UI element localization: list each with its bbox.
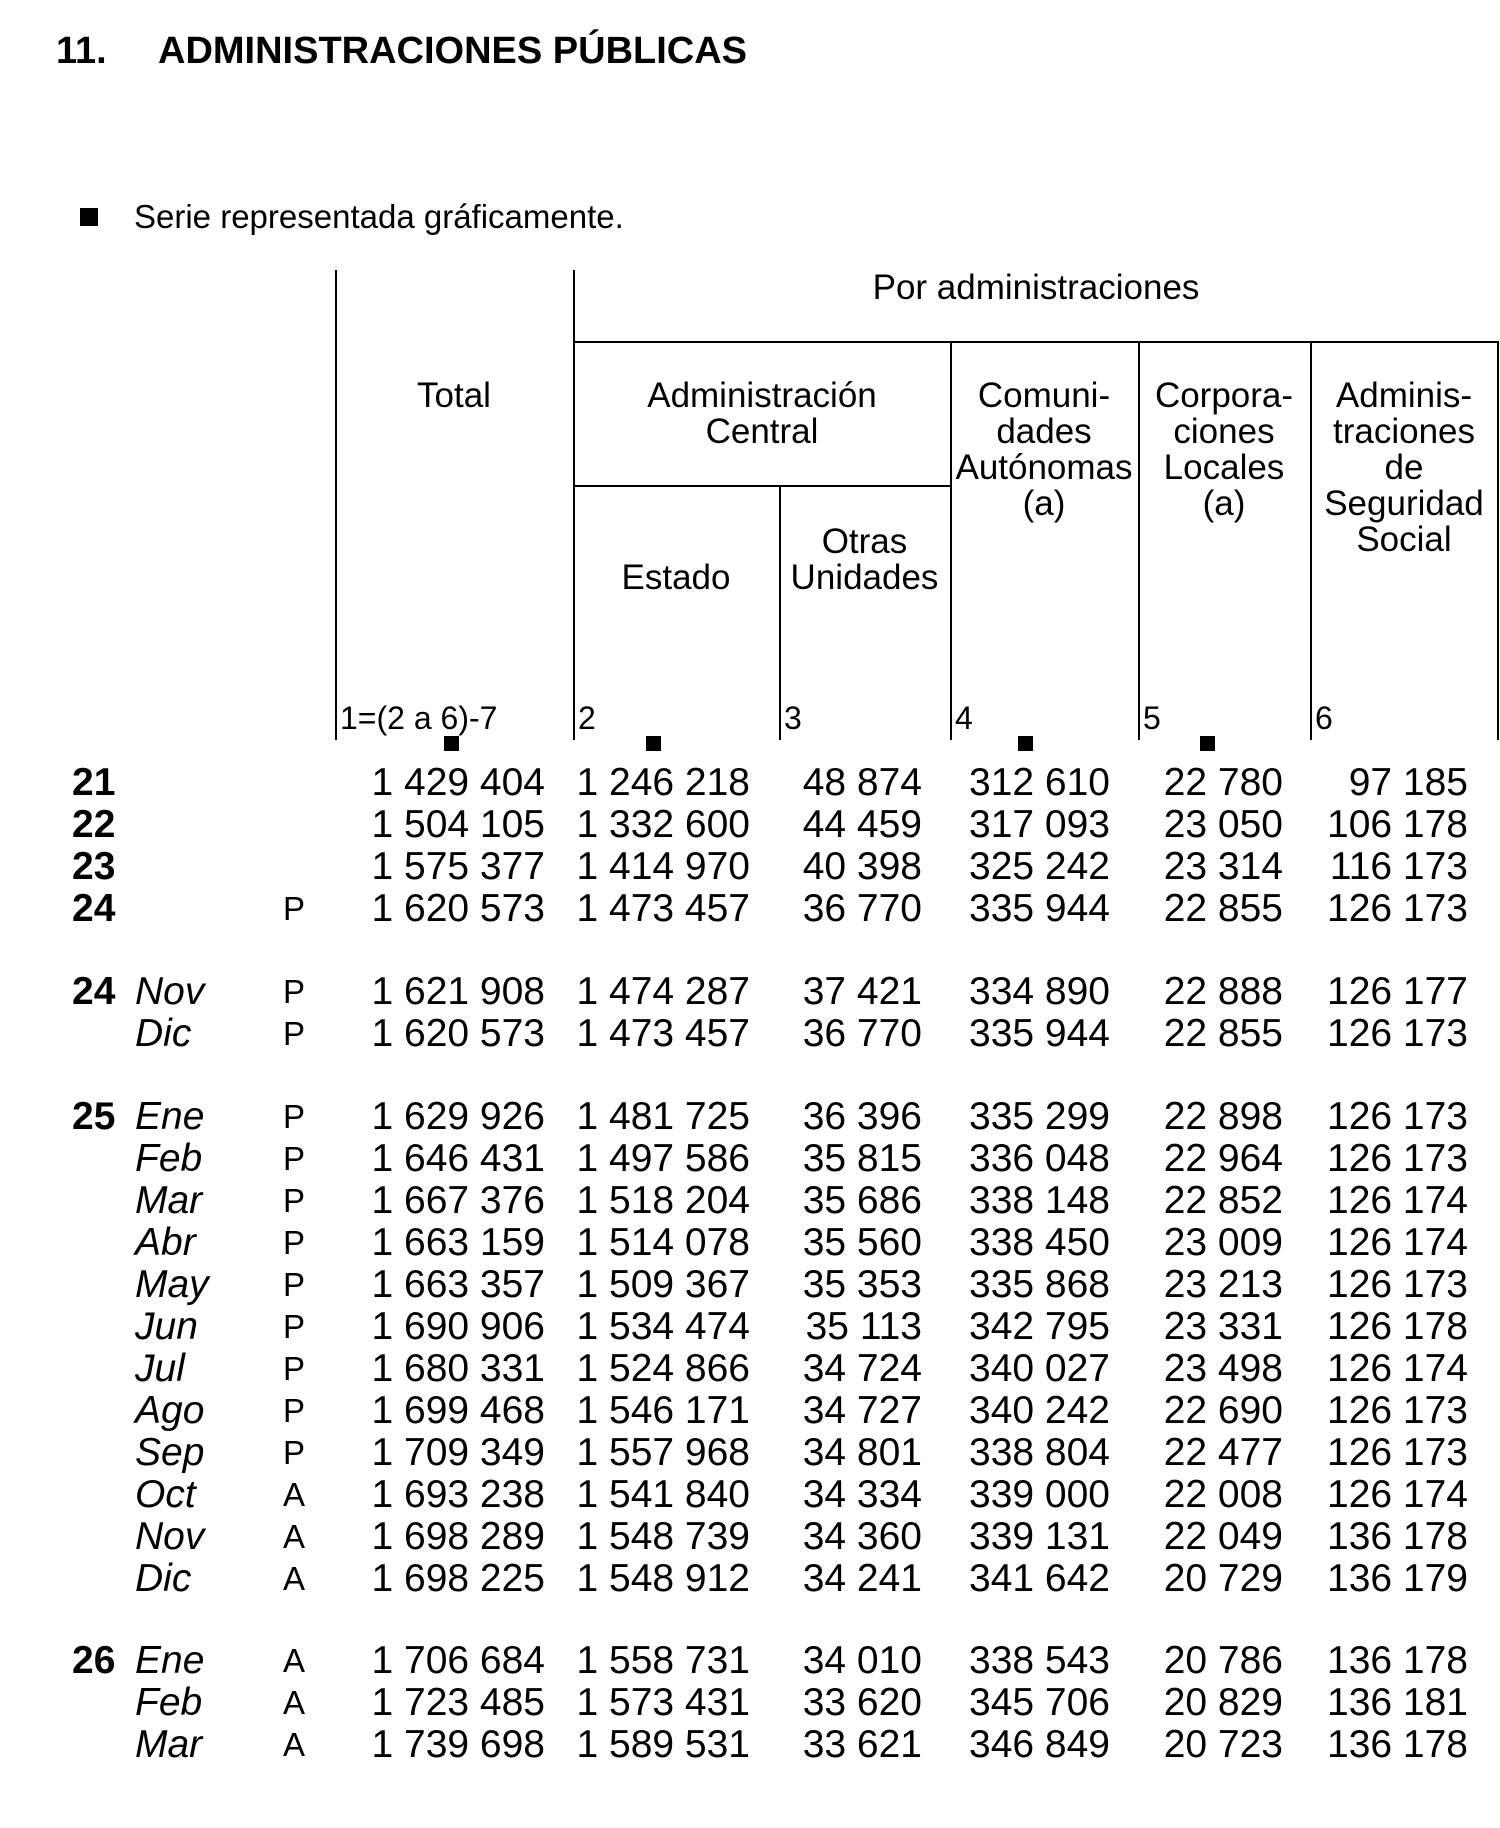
cell-col-3: 44 459 — [802, 803, 922, 846]
cell-col-3: 34 360 — [802, 1515, 922, 1558]
cell-col-4: 335 944 — [969, 1012, 1110, 1055]
cell-col-1: 1 504 105 — [371, 803, 545, 846]
cell-col-1: 1 680 331 — [371, 1347, 545, 1390]
header-cl-line4: (a) — [1202, 484, 1246, 523]
cell-col-4: 339 000 — [969, 1473, 1110, 1516]
cell-col-3: 33 621 — [802, 1723, 922, 1766]
header-ss-line3: de — [1384, 448, 1424, 487]
header-ss-line5: Social — [1356, 520, 1452, 559]
cell-col-3: 34 334 — [802, 1473, 922, 1516]
header-otras — [779, 524, 950, 596]
cell-col-2: 1 557 968 — [576, 1431, 750, 1474]
cell-col-3: 34 241 — [802, 1557, 922, 1600]
row-status-flag: P — [283, 1308, 306, 1345]
page-title — [56, 30, 747, 73]
cell-col-4: 338 543 — [969, 1639, 1110, 1682]
cell-col-6: 136 181 — [1327, 1681, 1468, 1724]
cell-col-5: 22 690 — [1163, 1389, 1283, 1432]
graph-series-marker-icon — [1018, 736, 1033, 751]
cell-col-1: 1 723 485 — [371, 1681, 545, 1724]
cell-col-6: 126 173 — [1327, 1263, 1468, 1306]
row-month: Ene — [135, 1639, 205, 1682]
cell-col-1: 1 663 357 — [371, 1263, 545, 1306]
cell-col-5: 23 009 — [1163, 1221, 1283, 1264]
cell-col-3: 37 421 — [802, 970, 922, 1013]
header-cl-line1: Corpora- — [1154, 376, 1294, 415]
table-row — [0, 762, 1500, 804]
cell-col-3: 33 620 — [802, 1681, 922, 1724]
cell-col-5: 20 786 — [1163, 1639, 1283, 1682]
cell-col-1: 1 663 159 — [371, 1221, 545, 1264]
table-row — [0, 1390, 1500, 1432]
row-status-flag: P — [283, 1015, 306, 1052]
row-status-flag: P — [283, 1140, 306, 1177]
row-month: Nov — [135, 1515, 205, 1558]
row-month: Feb — [135, 1681, 203, 1724]
cell-col-2: 1 514 078 — [576, 1221, 750, 1264]
cell-col-3: 36 396 — [802, 1095, 922, 1138]
cell-col-6: 126 173 — [1327, 1137, 1468, 1180]
row-month: Feb — [135, 1137, 203, 1180]
row-month: Jun — [135, 1305, 198, 1348]
row-month: Dic — [135, 1557, 192, 1600]
cell-col-2: 1 518 204 — [576, 1179, 750, 1222]
cell-col-1: 1 646 431 — [371, 1137, 545, 1180]
cell-col-2: 1 534 474 — [576, 1305, 750, 1348]
table-row — [0, 1096, 1500, 1138]
table-row — [0, 1264, 1500, 1306]
header-estado-label: Estado — [621, 558, 731, 597]
cell-col-2: 1 332 600 — [576, 803, 750, 846]
header-central-line2: Central — [705, 412, 819, 451]
column-number-3: 3 — [784, 700, 802, 736]
cell-col-2: 1 481 725 — [576, 1095, 750, 1138]
cell-col-1: 1 575 377 — [371, 845, 545, 888]
cell-col-5: 20 729 — [1163, 1557, 1283, 1600]
row-year: 21 — [72, 761, 116, 804]
cell-col-2: 1 497 586 — [576, 1137, 750, 1180]
cell-col-1: 1 739 698 — [371, 1723, 545, 1766]
cell-col-1: 1 620 573 — [371, 1012, 545, 1055]
header-central — [573, 378, 951, 450]
cell-col-4: 336 048 — [969, 1137, 1110, 1180]
header-ca — [950, 378, 1138, 522]
black-square-icon — [80, 208, 98, 226]
cell-col-2: 1 473 457 — [576, 1012, 750, 1055]
cell-col-6: 126 177 — [1327, 970, 1468, 1013]
row-status-flag: A — [283, 1476, 306, 1513]
cell-col-5: 22 008 — [1163, 1473, 1283, 1516]
header-ss-line2: traciones — [1332, 412, 1476, 451]
section-number: 11. — [56, 30, 107, 72]
cell-col-3: 36 770 — [802, 887, 922, 930]
row-month: Oct — [135, 1473, 196, 1516]
row-status-flag: A — [283, 1642, 306, 1679]
header-ss-line4: Seguridad — [1324, 484, 1484, 523]
cell-col-4: 345 706 — [969, 1681, 1110, 1724]
cell-col-5: 22 780 — [1163, 761, 1283, 804]
header-total — [335, 378, 573, 414]
row-status-flag: A — [283, 1518, 306, 1555]
header-group-label: Por administraciones — [872, 268, 1200, 307]
cell-col-4: 335 868 — [969, 1263, 1110, 1306]
row-month: Mar — [135, 1723, 203, 1766]
cell-col-2: 1 414 970 — [576, 845, 750, 888]
table-row — [0, 846, 1500, 888]
column-number-4: 4 — [955, 700, 973, 736]
cell-col-1: 1 706 684 — [371, 1639, 545, 1682]
cell-col-5: 23 498 — [1163, 1347, 1283, 1390]
cell-col-6: 136 178 — [1327, 1515, 1468, 1558]
rule-group — [573, 341, 1499, 343]
column-number-5: 5 — [1143, 700, 1161, 736]
header-otras-line1: Otras — [821, 522, 908, 561]
table-row — [0, 888, 1500, 930]
cell-col-1: 1 620 573 — [371, 887, 545, 930]
header-otras-line2: Unidades — [790, 558, 939, 597]
rule-left-total — [335, 270, 337, 740]
cell-col-4: 340 027 — [969, 1347, 1110, 1390]
rule-central — [573, 485, 951, 487]
row-status-flag: P — [283, 973, 306, 1010]
table-row — [0, 1348, 1500, 1390]
row-month: Abr — [135, 1221, 196, 1264]
cell-col-2: 1 509 367 — [576, 1263, 750, 1306]
cell-col-6: 136 178 — [1327, 1723, 1468, 1766]
cell-col-6: 126 173 — [1327, 1389, 1468, 1432]
table-row — [0, 1306, 1500, 1348]
header-ca-line1: Comuni- — [977, 376, 1111, 415]
header-ca-line3: Autónomas — [955, 448, 1133, 487]
cell-col-5: 20 829 — [1163, 1681, 1283, 1724]
cell-col-6: 126 174 — [1327, 1179, 1468, 1222]
cell-col-3: 36 770 — [802, 1012, 922, 1055]
row-status-flag: P — [283, 1434, 306, 1471]
graph-series-marker-icon — [1200, 736, 1215, 751]
cell-col-5: 23 314 — [1163, 845, 1283, 888]
header-central-line1: Administración — [647, 376, 877, 415]
cell-col-2: 1 548 912 — [576, 1557, 750, 1600]
cell-col-2: 1 541 840 — [576, 1473, 750, 1516]
row-year: 22 — [72, 803, 116, 846]
table-row — [0, 1138, 1500, 1180]
table-row — [0, 1558, 1500, 1600]
cell-col-2: 1 524 866 — [576, 1347, 750, 1390]
cell-col-4: 325 242 — [969, 845, 1110, 888]
cell-col-1: 1 693 238 — [371, 1473, 545, 1516]
cell-col-6: 126 174 — [1327, 1347, 1468, 1390]
row-month: Dic — [135, 1012, 192, 1055]
graph-series-marker-icon — [646, 736, 661, 751]
cell-col-6: 126 174 — [1327, 1221, 1468, 1264]
cell-col-5: 22 898 — [1163, 1095, 1283, 1138]
header-estado — [573, 560, 779, 596]
cell-col-2: 1 558 731 — [576, 1639, 750, 1682]
table-row — [0, 1516, 1500, 1558]
cell-col-3: 48 874 — [802, 761, 922, 804]
table-row — [0, 1640, 1500, 1682]
table-row — [0, 1180, 1500, 1222]
row-year: 23 — [72, 845, 116, 888]
table-row — [0, 1013, 1500, 1055]
cell-col-4: 340 242 — [969, 1389, 1110, 1432]
cell-col-6: 126 174 — [1327, 1473, 1468, 1516]
cell-col-3: 35 815 — [802, 1137, 922, 1180]
cell-col-5: 23 213 — [1163, 1263, 1283, 1306]
cell-col-4: 335 299 — [969, 1095, 1110, 1138]
table-row — [0, 971, 1500, 1013]
row-year: 24 — [72, 970, 116, 1013]
cell-col-2: 1 573 431 — [576, 1681, 750, 1724]
cell-col-4: 317 093 — [969, 803, 1110, 846]
row-status-flag: A — [283, 1684, 306, 1721]
header-cl — [1138, 378, 1310, 522]
cell-col-5: 23 331 — [1163, 1305, 1283, 1348]
cell-col-2: 1 548 739 — [576, 1515, 750, 1558]
row-month: May — [135, 1263, 209, 1306]
cell-col-5: 23 050 — [1163, 803, 1283, 846]
header-cl-line2: ciones — [1173, 412, 1275, 451]
cell-col-5: 22 852 — [1163, 1179, 1283, 1222]
cell-col-5: 22 855 — [1163, 887, 1283, 930]
cell-col-3: 40 398 — [802, 845, 922, 888]
row-month: Ene — [135, 1095, 205, 1138]
row-month: Mar — [135, 1179, 203, 1222]
cell-col-3: 35 353 — [802, 1263, 922, 1306]
row-status-flag: P — [283, 1266, 306, 1303]
cell-col-3: 35 560 — [802, 1221, 922, 1264]
cell-col-4: 341 642 — [969, 1557, 1110, 1600]
row-year: 24 — [72, 887, 116, 930]
column-number-2: 2 — [578, 700, 596, 736]
table-row — [0, 1432, 1500, 1474]
cell-col-1: 1 429 404 — [371, 761, 545, 804]
cell-col-5: 22 049 — [1163, 1515, 1283, 1558]
cell-col-6: 106 178 — [1327, 803, 1468, 846]
row-status-flag: P — [283, 1224, 306, 1261]
cell-col-2: 1 473 457 — [576, 887, 750, 930]
cell-col-1: 1 698 225 — [371, 1557, 545, 1600]
header-ca-line4: (a) — [1022, 484, 1066, 523]
cell-col-3: 34 724 — [802, 1347, 922, 1390]
cell-col-3: 34 010 — [802, 1639, 922, 1682]
row-status-flag: P — [283, 1098, 306, 1135]
cell-col-5: 22 855 — [1163, 1012, 1283, 1055]
cell-col-4: 342 795 — [969, 1305, 1110, 1348]
cell-col-1: 1 698 289 — [371, 1515, 545, 1558]
cell-col-5: 22 964 — [1163, 1137, 1283, 1180]
cell-col-4: 338 450 — [969, 1221, 1110, 1264]
header-ca-line2: dades — [996, 412, 1092, 451]
cell-col-3: 34 801 — [802, 1431, 922, 1474]
cell-col-6: 126 178 — [1327, 1305, 1468, 1348]
cell-col-4: 339 131 — [969, 1515, 1110, 1558]
table-row — [0, 1474, 1500, 1516]
row-status-flag: A — [283, 1726, 306, 1763]
cell-col-2: 1 589 531 — [576, 1723, 750, 1766]
cell-col-4: 338 148 — [969, 1179, 1110, 1222]
cell-col-2: 1 246 218 — [576, 761, 750, 804]
cell-col-6: 126 173 — [1327, 1095, 1468, 1138]
cell-col-6: 116 173 — [1329, 845, 1468, 888]
cell-col-3: 34 727 — [802, 1389, 922, 1432]
column-number-1: 1=(2 a 6)-7 — [340, 700, 498, 736]
row-month: Ago — [135, 1389, 205, 1432]
cell-col-1: 1 629 926 — [371, 1095, 545, 1138]
cell-col-6: 136 179 — [1327, 1557, 1468, 1600]
cell-col-4: 334 890 — [969, 970, 1110, 1013]
row-month: Nov — [135, 970, 205, 1013]
table-row — [0, 804, 1500, 846]
section-title: ADMINISTRACIONES PÚBLICAS — [158, 30, 748, 72]
row-status-flag: P — [283, 1182, 306, 1219]
table-row — [0, 1222, 1500, 1264]
row-status-flag: P — [283, 1392, 306, 1429]
cell-col-4: 338 804 — [969, 1431, 1110, 1474]
cell-col-1: 1 667 376 — [371, 1179, 545, 1222]
header-ss-line1: Adminis- — [1335, 376, 1473, 415]
cell-col-3: 35 686 — [802, 1179, 922, 1222]
column-number-6: 6 — [1315, 700, 1333, 736]
cell-col-2: 1 474 287 — [576, 970, 750, 1013]
row-status-flag: A — [283, 1560, 306, 1597]
table-row — [0, 1682, 1500, 1724]
cell-col-6: 126 173 — [1327, 887, 1468, 930]
cell-col-5: 22 888 — [1163, 970, 1283, 1013]
row-month: Sep — [135, 1431, 205, 1474]
legend-text: Serie representada gráficamente. — [134, 198, 624, 235]
cell-col-6: 136 178 — [1327, 1639, 1468, 1682]
row-year: 26 — [72, 1639, 116, 1682]
cell-col-1: 1 690 906 — [371, 1305, 545, 1348]
cell-col-1: 1 621 908 — [371, 970, 545, 1013]
cell-col-1: 1 699 468 — [371, 1389, 545, 1432]
cell-col-1: 1 709 349 — [371, 1431, 545, 1474]
legend — [80, 198, 624, 236]
cell-col-5: 22 477 — [1163, 1431, 1283, 1474]
cell-col-5: 20 723 — [1163, 1723, 1283, 1766]
header-cl-line3: Locales — [1163, 448, 1285, 487]
graph-series-marker-icon — [444, 736, 459, 751]
header-total-label: Total — [417, 376, 491, 415]
cell-col-4: 312 610 — [969, 761, 1110, 804]
cell-col-4: 346 849 — [969, 1723, 1110, 1766]
row-status-flag: P — [283, 1350, 306, 1387]
row-status-flag: P — [283, 890, 306, 927]
cell-col-6: 126 173 — [1327, 1012, 1468, 1055]
header-ss — [1310, 378, 1498, 558]
cell-col-6: 126 173 — [1327, 1431, 1468, 1474]
cell-col-4: 335 944 — [969, 887, 1110, 930]
cell-col-2: 1 546 171 — [576, 1389, 750, 1432]
cell-col-3: 35 113 — [805, 1305, 922, 1348]
table-row — [0, 1724, 1500, 1766]
row-year: 25 — [72, 1095, 116, 1138]
row-month: Jul — [135, 1347, 185, 1390]
cell-col-6: 97 185 — [1348, 761, 1468, 804]
